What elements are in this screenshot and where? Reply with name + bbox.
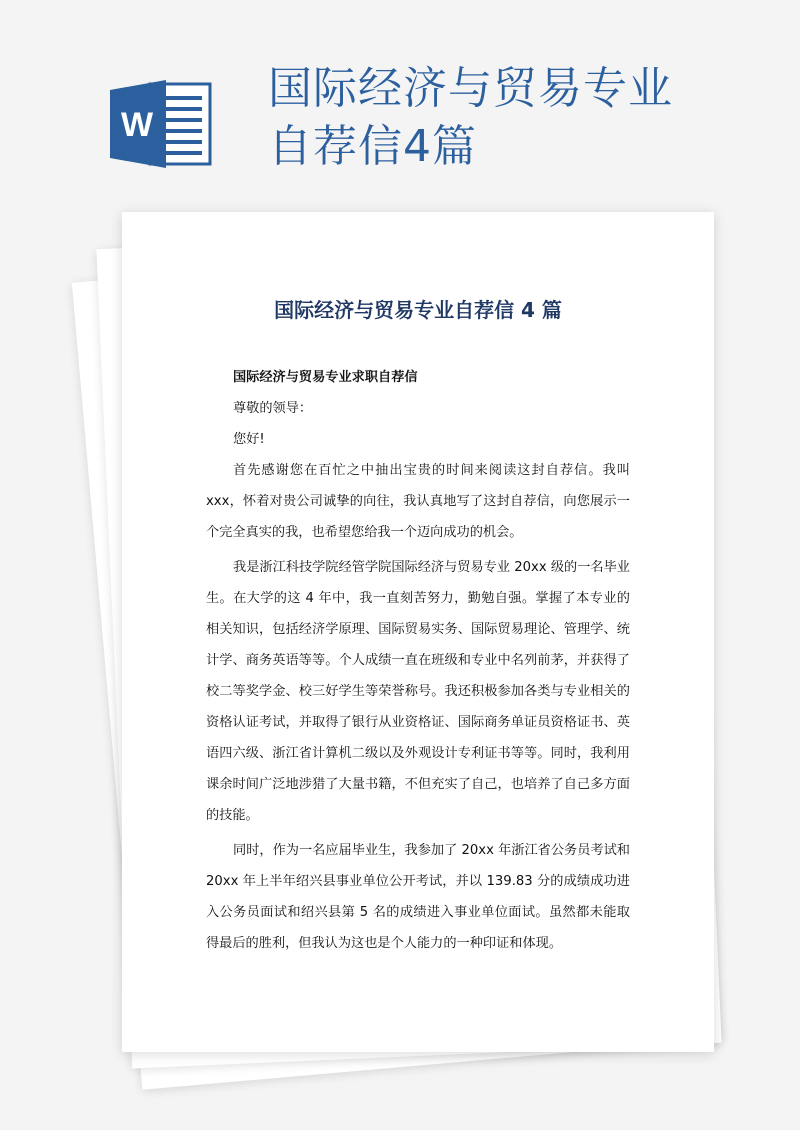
document-body [206,362,630,959]
document-title: 国际经济与贸易专业自荐信 4 篇 [274,298,562,322]
document-page [122,212,714,1052]
word-icon [108,78,214,170]
paragraph-1: 首先感谢您在百忙之中抽出宝贵的时间来阅读这封自荐信。我叫 xxx，怀着对贵公司诚挚的向往，我认真地写了这封自荐信，向您展示一个完全真实的我，也希望您给我一个迈向成功的机会。 [206,463,630,540]
banner-title: 国际经济与贸易专业自荐信4篇 [268,63,673,172]
word-logo-letter: W [120,106,154,144]
section-heading: 国际经济与贸易专业求职自荐信 [233,370,418,385]
paragraph-2: 我是浙江科技学院经管学院国际经济与贸易专业 20xx 级的一名毕业生。在大学的这 4 年中，我一直刻苦努力，勤勉自强。掌握了本专业的相关知识，包括经济学原理、国际贸易实务、国际贸易理论、管理学、统计学、商务英语等等。个人成绩一直在班级和专业中名列前茅，并获得了校二等奖学金、校三好学生等荣誉称号。我还积极参加各类与专业相关的资格认证考试，并取得了银行从业资格证、国际商务单证员资格证书、英语四六级、浙江省计算机二级以及外观设计专利证书等等。同时，我利用课余时间广泛地涉猎了大量书籍，不但充实了自己，也培养了自己多方面的技能。 [206,560,630,823]
paragraph-3: 同时，作为一名应届毕业生，我参加了 20xx 年浙江省公务员考试和 20xx 年上半年绍兴县事业单位公开考试，并以 139.83 分的成绩成功进入公务员面试和绍兴县第 5 名的成绩进入事业单位面试。虽然都未能取得最后的胜利，但我认为这也是个人能力的一种印证和体现。 [206,843,630,951]
salutation: 尊敬的领导： [233,401,313,416]
greeting: 您好! [233,432,265,447]
